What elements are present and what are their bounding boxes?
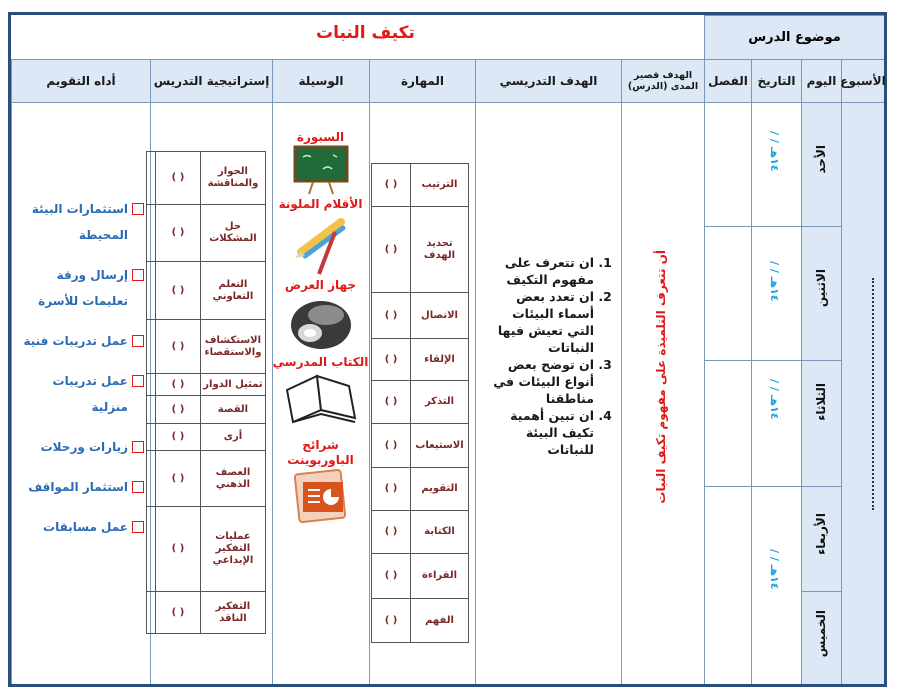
header-day: اليوم: [801, 59, 841, 102]
date-cell[interactable]: / / ١٤هـ: [751, 360, 801, 486]
assessment-item[interactable]: عمل مسابقات: [14, 514, 144, 540]
teaching-objectives: [482, 254, 612, 458]
assessment-item[interactable]: عمل تدريبات منزلية: [14, 368, 144, 420]
strategy-checkbox[interactable]: ( ): [156, 507, 201, 592]
objective-item: 2. ان تعدد بعض أسماء البيئات التي تعيش فيها النباتات: [482, 288, 594, 356]
lesson-title: تكيف النبات: [316, 23, 415, 43]
strategy-checkbox[interactable]: ( ): [156, 374, 201, 396]
class-cell[interactable]: [704, 226, 751, 360]
day-cell: الثلاثاء: [801, 360, 841, 486]
skill-checkbox[interactable]: ( ): [372, 293, 411, 339]
day-cell: الأحد: [801, 102, 841, 226]
skill-checkbox[interactable]: ( ): [372, 381, 411, 424]
date-cell[interactable]: / / ١٤هـ: [751, 486, 801, 684]
checkbox-icon[interactable]: [132, 481, 144, 493]
chalkboard-icon: [293, 145, 349, 195]
assessment-item[interactable]: استثمارات البيئة المحيطة: [14, 196, 144, 248]
class-cell[interactable]: [704, 360, 751, 486]
skills-table: الترتيب ( ) تحديد الهدف ( ) الاتصال ( ) الإلقاء ( ) التذكر ( ) الاستيعاب ( ) التقويم ( ) الكتابة ( ) القراءة ( ) الفهم ( ): [371, 163, 469, 643]
checkbox-icon[interactable]: [132, 521, 144, 533]
header-assessment: أداه التقويم: [11, 59, 150, 102]
checkbox-icon[interactable]: [132, 441, 144, 453]
strategy-checkbox[interactable]: ( ): [156, 262, 201, 320]
strategies-table: الحوار والمناقشة ( ) حل المشكلات ( ) التعلم التعاوني ( ) الاستكشاف والاستقصاء ( ) تمثيل الدوار ( ) القصة ( ) أرى ( ) العصف الذهني ( ) عمليات التفكير الإبداعي ( ) التفكير الناقد ( ): [146, 151, 266, 634]
skill-checkbox[interactable]: ( ): [372, 339, 411, 381]
tool-label: شرائح الباوربوينت: [287, 438, 354, 467]
class-cell[interactable]: [704, 102, 751, 226]
strategy-checkbox[interactable]: ( ): [156, 424, 201, 451]
tool-label: الأقلام الملونة: [278, 197, 363, 211]
objective-item: 4. ان تبين أهمية تكيف البيئة للنباتات: [482, 407, 594, 458]
powerpoint-icon: [293, 468, 349, 524]
objective-item: 3. ان توضح بعض أنواع البيئات في مناطقنا: [482, 356, 594, 407]
objective-item: 1. ان تتعرف على مفهوم التكيف: [482, 254, 594, 288]
projector-icon: [288, 293, 354, 353]
skill-checkbox[interactable]: ( ): [372, 599, 411, 643]
strategy-checkbox[interactable]: ( ): [156, 451, 201, 507]
strategy-checkbox[interactable]: ( ): [156, 152, 201, 205]
header-teaching-goal: الهدف التدريسي: [475, 59, 621, 102]
assessment-item[interactable]: عمل تدريبات فنية: [14, 328, 144, 354]
checkbox-icon[interactable]: [132, 375, 144, 387]
skill-checkbox[interactable]: ( ): [372, 164, 411, 207]
header-strategy: إستراتيجية التدريس: [150, 59, 272, 102]
topic-header: موضوع الدرس: [704, 15, 884, 59]
checkbox-icon[interactable]: [132, 335, 144, 347]
skill-checkbox[interactable]: ( ): [372, 207, 411, 293]
strategy-checkbox[interactable]: ( ): [156, 396, 201, 424]
skill-checkbox[interactable]: ( ): [372, 424, 411, 468]
colored-pencils-icon: [291, 212, 351, 276]
assessment-list: [14, 196, 144, 540]
strategy-checkbox[interactable]: ( ): [156, 592, 201, 634]
date-cell[interactable]: / / ١٤هـ: [751, 102, 801, 226]
header-tool: الوسيلة: [272, 59, 369, 102]
class-cell[interactable]: [704, 486, 751, 684]
day-cell: الخميس: [801, 591, 841, 684]
open-book-icon: [283, 370, 359, 432]
tool-label: جهاز العرض: [284, 278, 357, 292]
header-week: الأسبوع: [841, 59, 884, 102]
tool-label: الكتاب المدرسي: [272, 355, 369, 369]
week-column: [841, 102, 884, 684]
checkbox-icon[interactable]: [132, 203, 144, 215]
skill-checkbox[interactable]: ( ): [372, 554, 411, 599]
assessment-item[interactable]: إرسال ورقة تعليمات للأسرة: [14, 262, 144, 314]
strategy-checkbox[interactable]: ( ): [156, 205, 201, 262]
day-cell: الاثنين: [801, 226, 841, 360]
tool-label: السبورة: [296, 130, 345, 144]
header-date: التاريخ: [751, 59, 801, 102]
day-cell: الأربعاء: [801, 486, 841, 591]
short-goal-text: أن تتعرف التلميذة على مفهوم تكيف النبات: [654, 250, 668, 504]
assessment-item[interactable]: استثمار المواقف: [14, 474, 144, 500]
skill-checkbox[interactable]: ( ): [372, 468, 411, 511]
tools-list: [272, 130, 369, 524]
assessment-item[interactable]: زيارات ورحلات: [14, 434, 144, 460]
header-short-goal: الهدف قصير المدى (الدرس): [621, 59, 704, 102]
strategy-checkbox[interactable]: ( ): [156, 320, 201, 374]
week-dotted-line: [872, 278, 874, 510]
header-class: الفصل: [704, 59, 751, 102]
date-cell[interactable]: / / ١٤هـ: [751, 226, 801, 360]
checkbox-icon[interactable]: [132, 269, 144, 281]
title-row: [11, 15, 704, 59]
skill-checkbox[interactable]: ( ): [372, 511, 411, 554]
header-skill: المهارة: [369, 59, 475, 102]
